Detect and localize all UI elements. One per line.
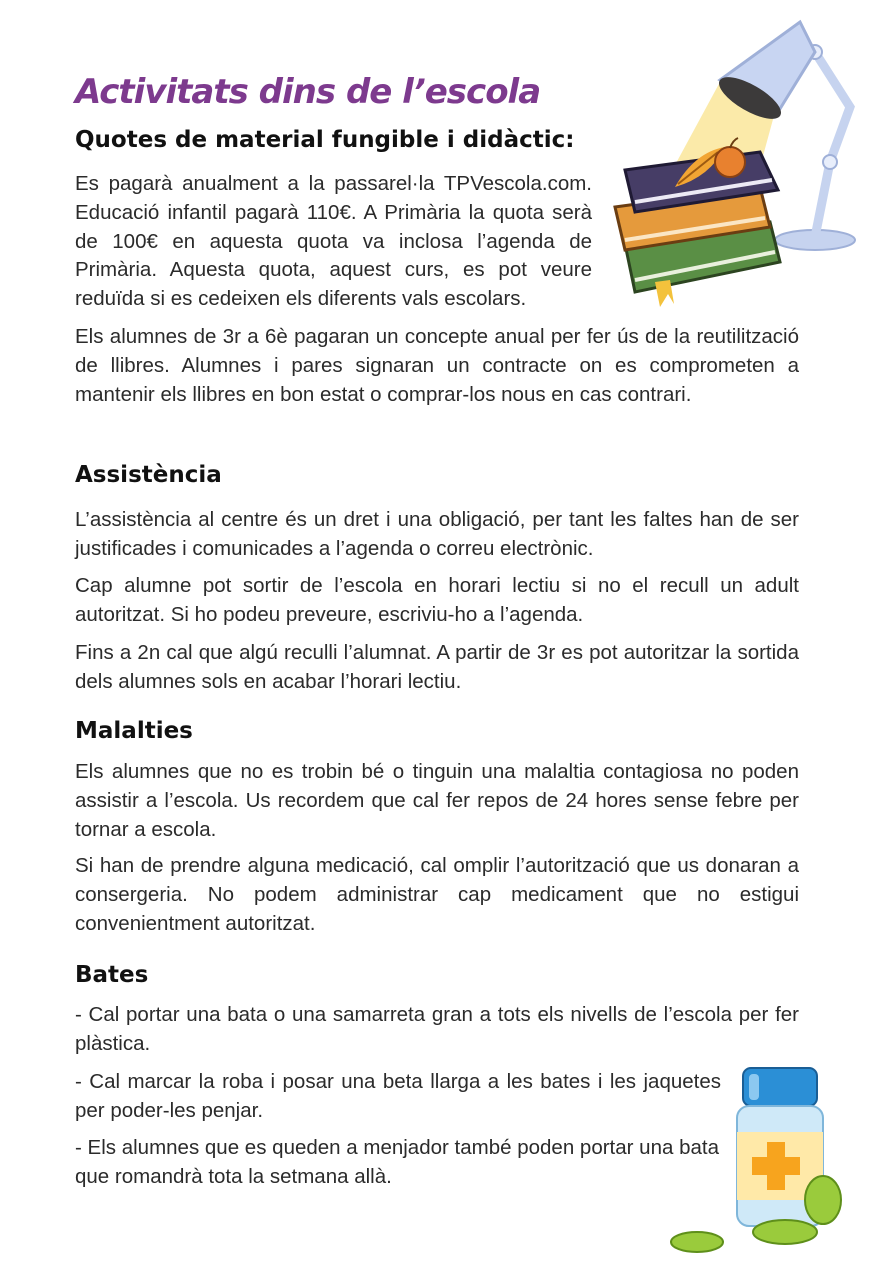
medicine-bottle-illustration — [665, 1060, 845, 1260]
assistencia-paragraph-1: L’assistència al centre és un dret i una obligació, per tant les faltes han de ser justificades i comunicades a l’agenda o correu electrònic. — [75, 508, 799, 560]
quotes-paragraph-1: Es pagarà anualment a la passarel·la TPVescola.com. Educació infantil pagarà 110€. A Primària la quota serà de 100€ en aquesta quota va inclosa l’agenda de Primària. Aquesta quota, aquest curs, es pot veure reduïda si es cedeixen els diferents vals escolars. — [75, 172, 592, 311]
assistencia-paragraph-2: Cap alumne pot sortir de l’escola en horari lectiu si no el recull un adult autoritzat. Si ho podeu preveure, escriviu-ho a l’agenda. — [75, 574, 799, 626]
assistencia-paragraph-3: Fins a 2n cal que algú reculli l’alumnat. A partir de 3r es pot autoritzar la sortida dels alumnes sols en acabar l’horari lectiu. — [75, 641, 799, 693]
bates-paragraph-1: - Cal portar una bata o una samarreta gran a tots els nivells de l’escola per fer plàstica. — [75, 1003, 799, 1055]
bates-paragraph-2: - Cal marcar la roba i posar una beta llarga a les bates i les jaquetes per poder-les penjar. — [75, 1070, 721, 1122]
desk-lamp-books-illustration — [600, 12, 870, 307]
page-title: Activitats dins de l’escola — [75, 72, 541, 112]
malalties-paragraph-2: Si han de prendre alguna medicació, cal omplir l’autorització que us donaran a consergeria. No podem administrar cap medicament que no estigui convenientment autoritzat. — [75, 854, 799, 935]
section-heading-quotes: Quotes de material fungible i didàctic: — [75, 127, 575, 153]
section-heading-assistencia: Assistència — [75, 462, 222, 488]
malalties-paragraph-1: Els alumnes que no es trobin bé o tinguin una malaltia contagiosa no poden assistir a l’escola. Us recordem que cal fer repos de 24 hores sense febre per tornar a escola. — [75, 760, 799, 841]
quotes-paragraph-2: Els alumnes de 3r a 6è pagaran un concepte anual per fer ús de la reutilització de llibres. Alumnes i pares signaran un contracte on es comprometen a mantenir els llibres en bon estat o comprar-los nous en cas contrari. — [75, 325, 799, 406]
section-heading-malalties: Malalties — [75, 718, 193, 744]
section-heading-bates: Bates — [75, 962, 149, 988]
bates-paragraph-3: - Els alumnes que es queden a menjador també poden portar una bata que romandrà tota la setmana allà. — [75, 1136, 719, 1188]
